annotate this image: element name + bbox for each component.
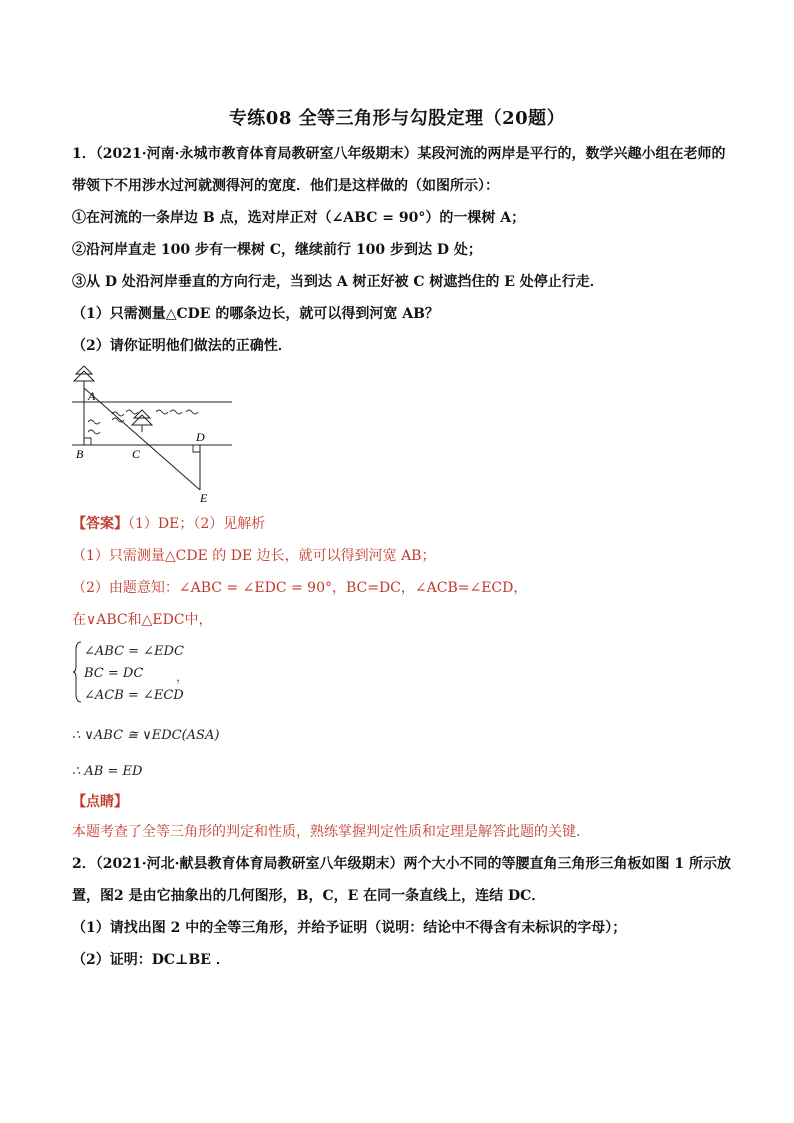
- q2-lead: 2．（2021·河北·献县教育体育局教研室八年级期末）两个大小不同的等腰直角三角形三角板如图 1 所示放: [72, 856, 731, 872]
- conclusion-1: ∴ ∨ABC ≅ ∨EDC(ASA): [72, 728, 220, 743]
- equation-1: ∠ABC = ∠EDC: [84, 644, 184, 659]
- equation-2: BC = DC: [84, 666, 144, 681]
- water-waves: [88, 410, 198, 434]
- tree-c-icon: [132, 410, 152, 432]
- q2-sub2: （2）证明：DC⊥BE ．: [72, 952, 230, 968]
- q1-step2: ②沿河岸直走 100 步有一棵树 C，继续前行 100 步到达 D 处；: [72, 242, 482, 258]
- equation-system: [72, 640, 272, 704]
- river-figure: [72, 364, 242, 504]
- right-angle-b: [84, 438, 91, 445]
- q1-step3: ③从 D 处沿河岸垂直的方向行走，当到达 A 树正好被 C 树遮挡住的 E 处停止行走．: [72, 274, 604, 290]
- answer-tag: 【答案】: [72, 516, 128, 532]
- brace-icon: [72, 640, 82, 704]
- answer-text: （1）DE；（2）见解析: [128, 516, 266, 532]
- q1-lead-cont: 带领下不用涉水过河就测得河的宽度．他们是这样做的（如图所示）：: [72, 178, 499, 194]
- q2-sub1: （1）请找出图 2 中的全等三角形，并给予证明（说明：结论中不得含有未标识的字母）；: [72, 920, 627, 936]
- label-e: E: [200, 491, 208, 504]
- equation-3: ∠ACB = ∠ECD: [84, 688, 184, 703]
- page-title: 专练08 全等三角形与勾股定理（20题）: [228, 108, 566, 129]
- q1-lead: 1．（2021·河南·永城市教育体育局教研室八年级期末）某段河流的两岸是平行的，数学兴趣小组在老师的: [72, 146, 726, 162]
- label-c: C: [132, 447, 141, 461]
- comment-text: 本题考查了全等三角形的判定和性质，熟练掌握判定性质和定理是解答此题的关键.: [72, 824, 581, 840]
- q1-sub1: （1）只需测量△CDE 的哪条边长，就可以得到河宽 AB？: [72, 306, 439, 322]
- segment-ae: [84, 388, 200, 490]
- label-d: D: [196, 430, 205, 444]
- right-angle-d: [193, 445, 200, 452]
- label-b: B: [76, 447, 84, 461]
- tree-a-icon: [74, 366, 94, 388]
- conclusion-2: ∴ AB = ED: [72, 764, 143, 779]
- solution-2: （2）由题意知：∠ABC = ∠EDC = 90°，BC=DC，∠ACB=∠ECD，: [72, 580, 528, 596]
- label-a: A: [88, 389, 96, 403]
- q1-sub2: （2）请你证明他们做法的正确性．: [72, 338, 292, 354]
- solution-3: 在∨ABC和△EDC中，: [72, 612, 213, 628]
- q1-step1: ①在河流的一条岸边 B 点，选对岸正对（∠ABC = 90°）的一棵树 A；: [72, 210, 526, 226]
- solution-1: （1）只需测量△CDE 的 DE 边长，就可以得到河宽 AB；: [72, 548, 436, 564]
- q2-lead-cont: 置，图2 是由它抽象出的几何图形，B，C，E 在同一条直线上，连结 DC．: [72, 888, 546, 904]
- system-comma: ，: [176, 670, 190, 685]
- answer-line: [72, 514, 732, 534]
- comment-tag: 【点睛】: [72, 794, 128, 810]
